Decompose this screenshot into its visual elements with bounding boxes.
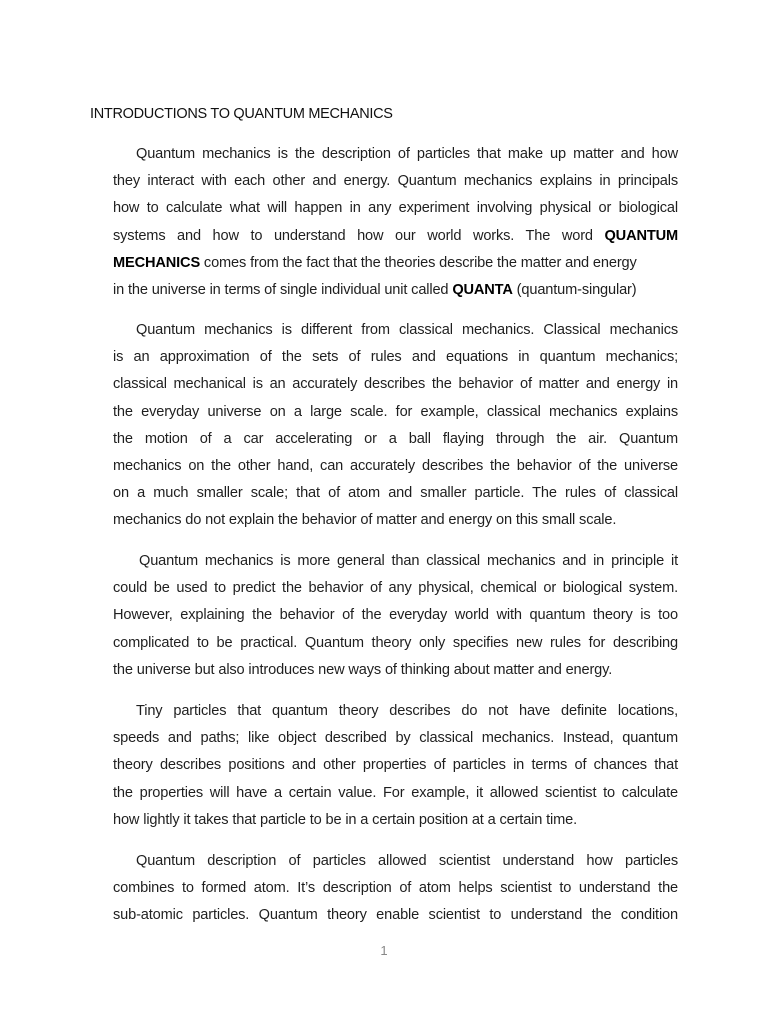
paragraph-3 bbox=[113, 548, 678, 684]
paragraph-line: how lightly it takes that particle to be in a certain position at a certain time. bbox=[113, 811, 578, 828]
page-number: 1 bbox=[380, 943, 388, 958]
paragraph-line: the everyday universe on a large scale. for example, classical mechanics explains bbox=[113, 403, 678, 420]
paragraph-text: in the universe in terms of single individual unit called bbox=[113, 281, 449, 298]
paragraph-line: combines to formed atom. It’s description of atom helps scientist to understand the bbox=[113, 880, 678, 897]
paragraph-line bbox=[113, 277, 678, 304]
paragraph-line: speeds and paths; like object described by classical mechanics. Instead, quantum bbox=[113, 730, 678, 747]
paragraph-line: Quantum mechanics is different from classical mechanics. Classical mechanics bbox=[136, 322, 678, 338]
paragraph-line: the motion of a car accelerating or a ball flaying through the air. Quantum bbox=[113, 430, 678, 447]
paragraph-2 bbox=[113, 317, 678, 535]
paragraph-line: Quantum description of particles allowed scientist understand how particles bbox=[136, 853, 678, 869]
bold-term-quantum: QUANTUM bbox=[604, 227, 679, 244]
paragraph-line: classical mechanical is an accurately describes the behavior of matter and energy in bbox=[113, 376, 678, 393]
paragraph-line: mechanics do not explain the behavior of matter and energy on this small scale. bbox=[113, 512, 617, 529]
paragraph-line: they interact with each other and energy. Quantum mechanics explains in principals bbox=[113, 173, 678, 190]
paragraph-text: systems and how to understand how our world works. The word bbox=[113, 227, 593, 244]
paragraph-line: Tiny particles that quantum theory describes do not have definite locations, bbox=[136, 703, 678, 719]
paragraph-line: mechanics on the other hand, can accurately describes the behavior of the universe bbox=[113, 457, 678, 474]
paragraph-line bbox=[113, 223, 678, 250]
paragraph-line: the properties will have a certain value. For example, it allowed scientist to calculate bbox=[113, 784, 678, 801]
paragraph-4 bbox=[113, 698, 678, 834]
paragraph-line: sub-atomic particles. Quantum theory enable scientist to understand the condition bbox=[113, 907, 678, 924]
document-title: INTRODUCTIONS TO QUANTUM MECHANICS bbox=[90, 106, 393, 122]
paragraph-line: theory describes positions and other properties of particles in terms of chances that bbox=[113, 757, 678, 774]
paragraph-line: how to calculate what will happen in any experiment involving physical or biological bbox=[113, 200, 678, 217]
paragraph-line: Quantum mechanics is the description of particles that make up matter and how bbox=[136, 146, 678, 162]
paragraph-line bbox=[113, 250, 678, 277]
paragraph-line: However, explaining the behavior of the everyday world with quantum theory is too bbox=[113, 607, 678, 624]
paragraph-text: comes from the fact that the theories describe the matter and energy bbox=[200, 254, 637, 271]
bold-term-quanta: QUANTA bbox=[452, 281, 513, 298]
paragraph-line: the universe but also introduces new ways of thinking about matter and energy. bbox=[113, 661, 613, 678]
paragraph-5 bbox=[113, 848, 678, 930]
paragraph-line: is an approximation of the sets of rules and equations in quantum mechanics; bbox=[113, 349, 678, 366]
paragraph-1 bbox=[113, 141, 678, 304]
paragraph-text: (quantum-singular) bbox=[512, 281, 637, 298]
paragraph-line: complicated to be practical. Quantum theory only specifies new rules for describing bbox=[113, 634, 678, 651]
bold-term-mechanics: MECHANICS bbox=[113, 254, 201, 271]
paragraph-line: Quantum mechanics is more general than classical mechanics and in principle it bbox=[139, 553, 678, 569]
paragraph-line: on a much smaller scale; that of atom and smaller particle. The rules of classical bbox=[113, 485, 678, 502]
paragraph-line: could be used to predict the behavior of any physical, chemical or biological system. bbox=[113, 580, 678, 597]
